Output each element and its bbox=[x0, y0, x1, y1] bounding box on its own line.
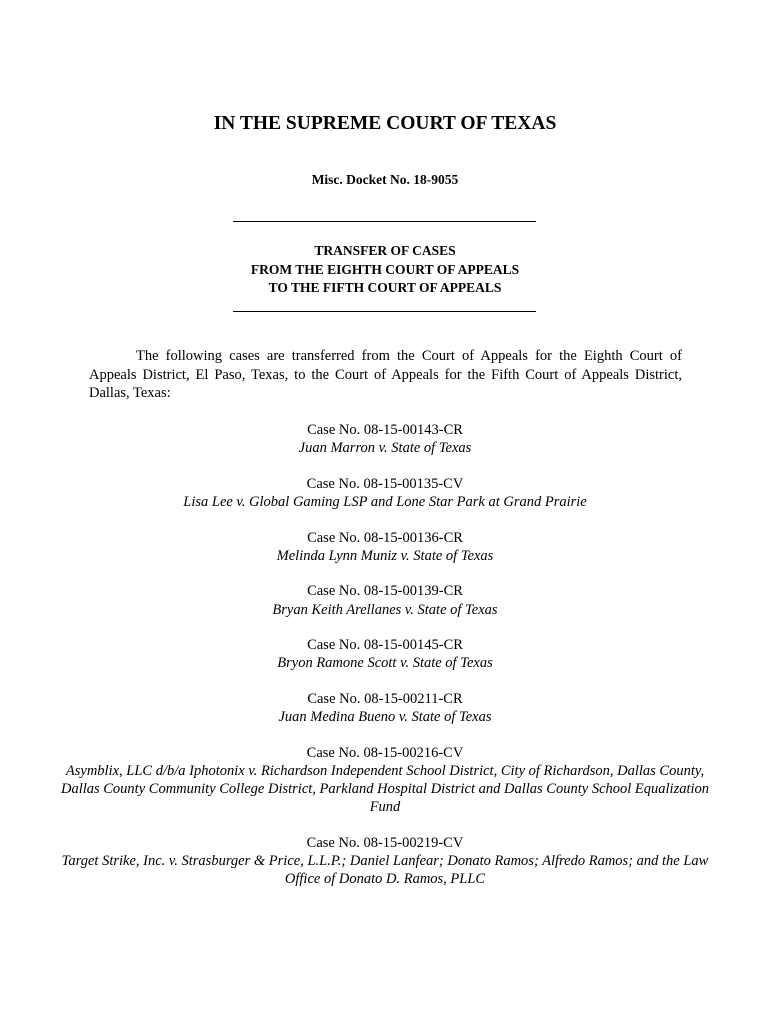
case-number: Case No. 08-15-00216-CV bbox=[306, 744, 464, 761]
case-entry bbox=[60, 582, 710, 618]
case-number: Case No. 08-15-00219-CV bbox=[306, 834, 464, 851]
case-entry bbox=[60, 529, 710, 565]
case-entry bbox=[60, 744, 710, 817]
court-title: IN THE SUPREME COURT OF TEXAS bbox=[213, 113, 557, 134]
case-entry bbox=[60, 690, 710, 726]
bottom-divider bbox=[233, 311, 536, 312]
case-style: Juan Medina Bueno v. State of Texas bbox=[278, 709, 492, 726]
intro-paragraph: The following cases are transferred from the Court of Appeals for the Eighth Court of Appeals District, El Paso, Texas, to the Court of Appeals for the Fifth Court of Appeals District, Dallas, Texas: bbox=[89, 348, 682, 401]
case-number: Case No. 08-15-00136-CR bbox=[307, 529, 463, 546]
case-style: Juan Marron v. State of Texas bbox=[298, 440, 472, 457]
case-number: Case No. 08-15-00211-CR bbox=[307, 690, 463, 707]
case-style: Target Strike, Inc. v. Strasburger & Price, L.L.P.; Daniel Lanfear; Donato Ramos; Alfredo Ramos; and the Law Office of Donato D. Ramos, PLLC bbox=[61, 853, 709, 888]
case-entry bbox=[60, 834, 710, 889]
case-entry bbox=[60, 636, 710, 672]
subject-line-2: FROM THE EIGHTH COURT OF APPEALS bbox=[250, 261, 520, 277]
case-style: Lisa Lee v. Global Gaming LSP and Lone Star Park at Grand Prairie bbox=[183, 494, 587, 510]
case-style: Asymblix, LLC d/b/a Iphotonix v. Richardson Independent School District, City of Richardson, Dallas County, Dallas County Community College District, Parkland Hospital District and Dallas County School Equalization Fund bbox=[60, 762, 710, 816]
case-entry bbox=[60, 475, 710, 511]
order-subject bbox=[0, 242, 770, 298]
case-entry bbox=[60, 421, 710, 457]
top-divider bbox=[233, 221, 536, 222]
case-style: Bryan Keith Arellanes v. State of Texas bbox=[272, 601, 498, 618]
case-number: Case No. 08-15-00139-CR bbox=[307, 583, 463, 600]
case-number: Case No. 08-15-00135-CV bbox=[306, 475, 464, 492]
docket-number: Misc. Docket No. 18-9055 bbox=[311, 172, 459, 187]
subject-line-1: TRANSFER OF CASES bbox=[314, 243, 456, 258]
case-list bbox=[60, 421, 710, 906]
case-number: Case No. 08-15-00143-CR bbox=[307, 422, 463, 438]
case-style: Bryon Ramone Scott v. State of Texas bbox=[277, 655, 493, 672]
subject-line-3: TO THE FIFTH COURT OF APPEALS bbox=[268, 280, 502, 295]
case-style: Melinda Lynn Muniz v. State of Texas bbox=[276, 547, 494, 564]
case-number: Case No. 08-15-00145-CR bbox=[307, 637, 463, 654]
